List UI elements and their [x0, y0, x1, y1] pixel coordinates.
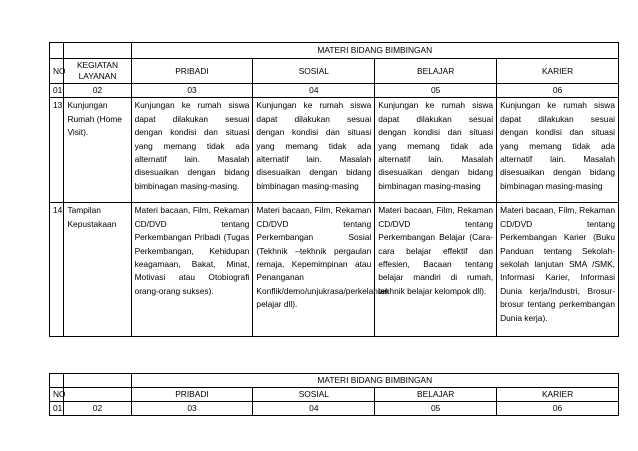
number-cell: 05: [375, 84, 497, 98]
empty-cell: [50, 374, 64, 388]
number-cell: 02: [64, 84, 131, 98]
materi-table-bottom: [49, 373, 619, 416]
materi-table-top: [49, 42, 619, 337]
group-header: MATERI BIDANG BIMBINGAN: [131, 43, 618, 59]
row-belajar: Kunjungan ke rumah siswa dapat dilakukan sesuai dengan kondisi dan situasi yang memang tidak ada alternatif lain. Masalah disesuaikan dengan bidang bimbinagan masing-masing: [375, 98, 497, 203]
group-header: MATERI BIDANG BIMBINGAN: [131, 374, 618, 388]
header-karier: KARIER: [497, 59, 619, 84]
row-sosial: Materi bacaan, Film, Rekaman CD/DVD tentang Perkembangan Sosial (Tekhnik –tekhnik pergaulan remaja, Kepemimpinan atau Penanganan Konflik/demo/unjukrasa/perkelahian pelajar dll).: [253, 203, 375, 337]
number-cell: 01: [50, 84, 64, 98]
number-cell: 06: [497, 84, 619, 98]
number-cell: 03: [131, 84, 253, 98]
row-no: 13: [50, 98, 64, 203]
empty-cell: [64, 374, 131, 388]
empty-cell: [50, 43, 64, 59]
row-kegiatan: Tampilan Kepustakaan: [64, 203, 131, 337]
row-kegiatan: Kunjungan Rumah (Home Visit).: [64, 98, 131, 203]
empty-cell: [64, 388, 131, 402]
row-sosial: Kunjungan ke rumah siswa dapat dilakukan sesuai dengan kondisi dan situasi yang memang tidak ada alternatif lain. Masalah disesuaikan dengan bidang bimbinagan masing-masing: [253, 98, 375, 203]
table-row: [50, 98, 619, 203]
number-cell: 02: [64, 402, 131, 416]
number-cell: 01: [50, 402, 64, 416]
header-kegiatan: KEGIATAN LAYANAN: [64, 59, 131, 84]
header-sosial: SOSIAL: [253, 59, 375, 84]
number-cell: 04: [253, 84, 375, 98]
table-row: [50, 203, 619, 337]
header-sosial: SOSIAL: [253, 388, 375, 402]
header-no: NO: [50, 388, 64, 402]
number-cell: 03: [131, 402, 253, 416]
row-karier: Materi bacaan, Film, Rekaman CD/DVD tentang Perkembangan Karier (Buku Panduan tentang Sekolah-sekolah lanjutan SMA /SMK, Informasi Karier, Informasi Dunia kerja/Industri, Brosur-brosur tentang perkembangan Dunia kerja).: [497, 203, 619, 337]
header-karier: KARIER: [497, 388, 619, 402]
row-no: 14: [50, 203, 64, 337]
row-pribadi: Materi bacaan, Film, Rekaman CD/DVD tentang Perkembangan Pribadi (Tugas Perkembangan, Kehidupan keagamaan, Bakat, Minat, Motivasi atau Otobiografi orang-orang sukses).: [131, 203, 253, 337]
number-cell: 05: [375, 402, 497, 416]
empty-cell: [64, 43, 131, 59]
number-cell: 06: [497, 402, 619, 416]
header-pribadi: PRIBADI: [131, 388, 253, 402]
row-belajar: Materi bacaan, Film, Rekaman CD/DVD tentang Perkembangan Belajar (Cara-cara belajar effektif dan effesien, Bacaan tentang belajar mandiri di rumah, tekhnik belajar kelompok dll).: [375, 203, 497, 337]
header-pribadi: PRIBADI: [131, 59, 253, 84]
row-karier: Kunjungan ke rumah siswa dapat dilakukan sesuai dengan kondisi dan situasi yang memang tidak ada alternatif lain. Masalah disesuaikan dengan bidang bimbinagan masing-masing: [497, 98, 619, 203]
header-no: NO: [50, 59, 64, 84]
header-belajar: BELAJAR: [375, 388, 497, 402]
header-belajar: BELAJAR: [375, 59, 497, 84]
row-pribadi: Kunjungan ke rumah siswa dapat dilakukan sesuai dengan kondisi dan situasi yang memang tidak ada alternatif lain. Masalah disesuaikan dengan bidang bimbinagan masing-masing.: [131, 98, 253, 203]
number-cell: 04: [253, 402, 375, 416]
